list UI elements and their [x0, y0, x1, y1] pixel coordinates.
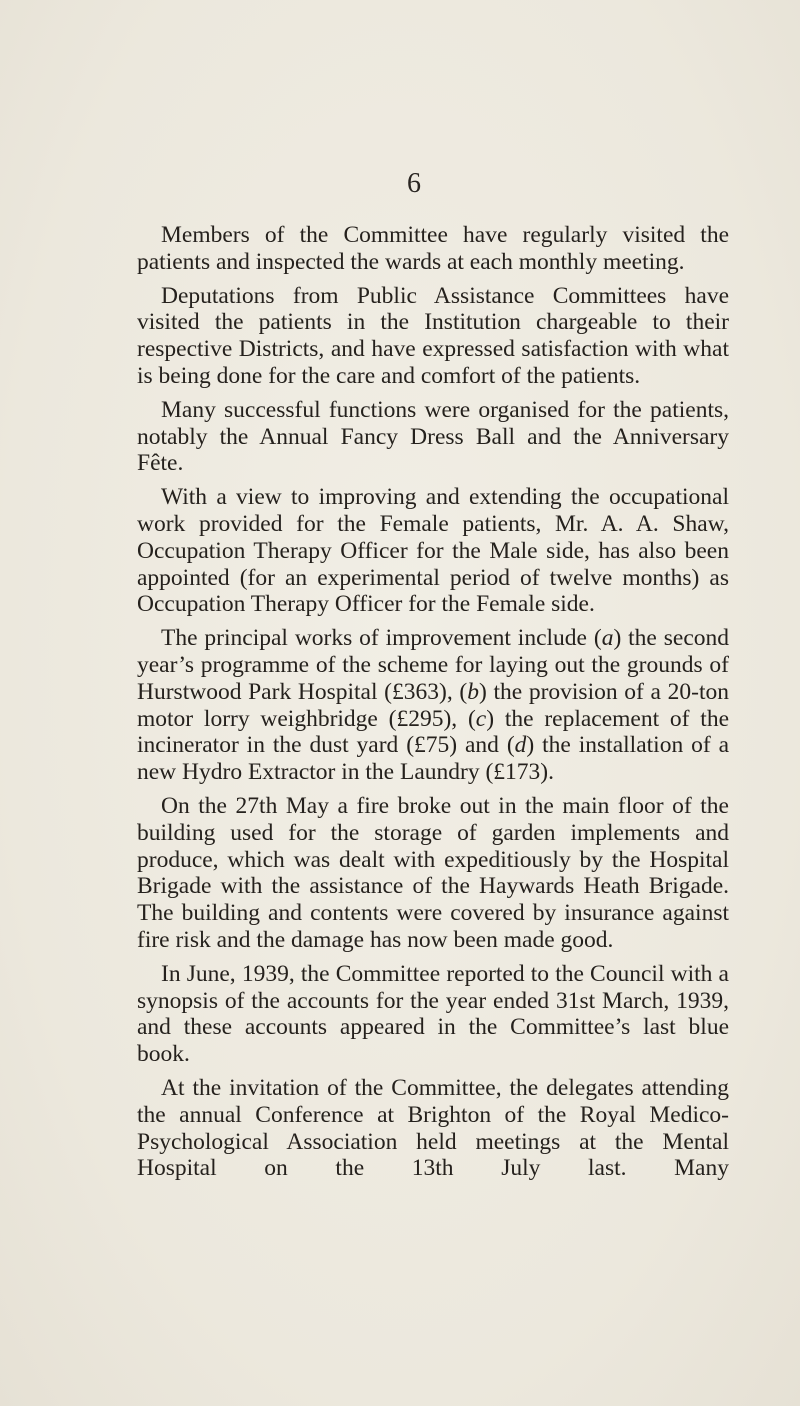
paragraph-conference: At the invitation of the Committee, the delegates attending the annual Conference at Brighton of the Royal Medico-Psychological Association held meetings at the Mental Hospital on the 13th July last. Many	[137, 1074, 729, 1182]
paragraph-accounts: In June, 1939, the Committee reported to the Council with a synopsis of the accounts for the year ended 31st March, 1939, and these accounts appeared in the Committee’s last blue book.	[137, 960, 729, 1068]
improvement-marker-b: b	[467, 678, 479, 705]
improvement-marker-a: a	[601, 625, 614, 652]
improvement-text-1: The principal works of improvement include (	[161, 625, 602, 652]
body-text	[137, 222, 729, 1189]
improvement-text-5: ) the installation of a new Hydro Extractor in the Laundry (£173).	[137, 732, 729, 786]
paragraph-committee-visits: Members of the Committee have regularly visited the patients and inspected the wards at each monthly meeting.	[137, 222, 729, 275]
paragraph-improvement-works	[137, 625, 729, 786]
improvement-text-4: ) the replacement of the incinerator in the dust yard (£75) and (	[137, 705, 729, 759]
improvement-marker-d: d	[514, 732, 527, 759]
improvement-text-3: ) the provision of a 20-ton motor lorry weighbridge (£295), (	[137, 678, 729, 732]
paragraph-deputations: Deputations from Public Assistance Committees have visited the patients in the Institution chargeable to their respective Districts, and have expressed satisfaction with what is being done for the care and comfort of the patients.	[137, 282, 729, 389]
paragraph-functions: Many successful functions were organised for the patients, notably the Annual Fancy Dress Ball and the Anniversary Fête.	[137, 396, 729, 477]
paragraph-occupational-work: With a view to improving and extending the occupational work provided for the Female patients, Mr. A. A. Shaw, Occupation Therapy Officer for the Male side, has also been appointed (for an experimental period of twelve months) as Occupation Therapy Officer for the Female side.	[137, 484, 729, 618]
page-number: 6	[407, 168, 421, 199]
improvement-marker-c: c	[475, 705, 487, 732]
paragraph-fire: On the 27th May a fire broke out in the main floor of the building used for the storage of garden implements and produce, which was dealt with expeditiously by the Hospital Brigade with the assistance of the Haywards Heath Brigade. The building and contents were covered by insurance against fire risk and the damage has now been made good.	[137, 792, 729, 953]
improvement-text-2: ) the second year’s programme of the scheme for laying out the grounds of Hurstwood Park Hospital (£363), (	[137, 625, 729, 705]
